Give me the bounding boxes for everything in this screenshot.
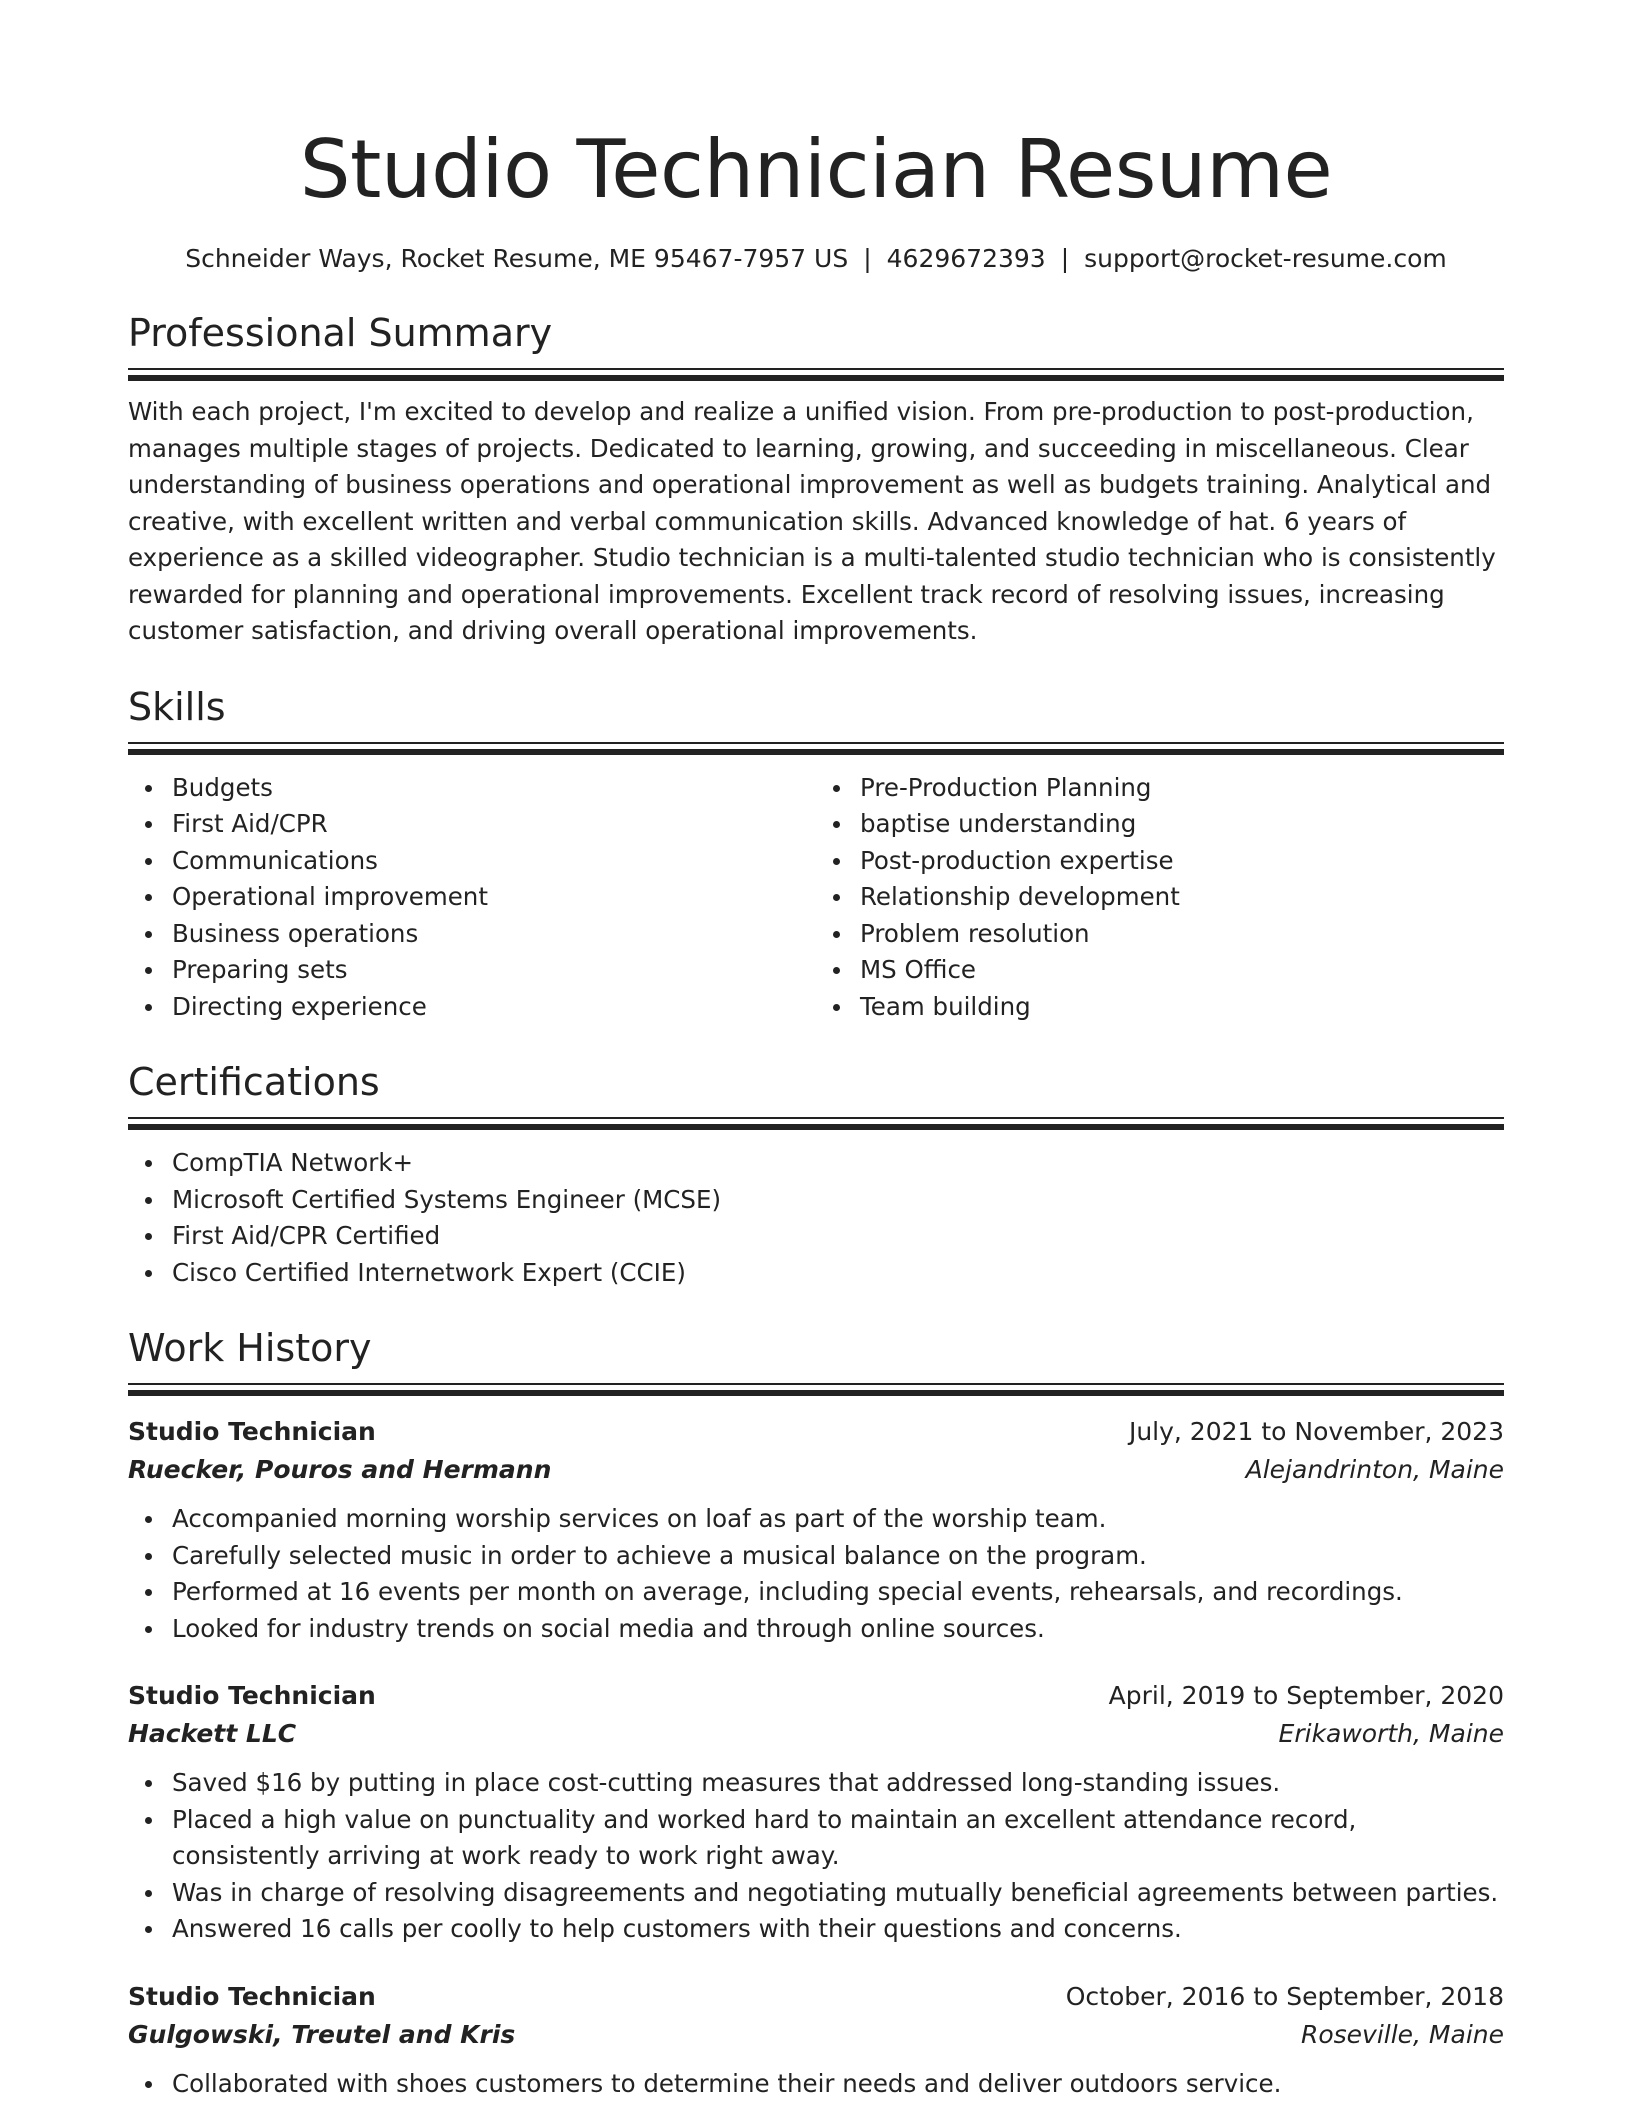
skills-list-right: [816, 770, 1504, 1026]
summary-section: [128, 310, 1504, 650]
job-subheader: [128, 1451, 1504, 1489]
job-entry: [128, 1677, 1504, 1948]
skills-section: [128, 684, 1504, 1026]
duty-item: Placed a high value on punctuality and worked hard to maintain an excellent attendance record, consistently arriving at work ready to work right away.: [172, 1802, 1504, 1875]
job-header: [128, 1978, 1504, 2016]
certifications-list: [128, 1145, 1504, 1291]
job-duties: [128, 1765, 1504, 1948]
skill-item: Relationship development: [860, 879, 1504, 916]
contact-separator: |: [1060, 244, 1070, 273]
section-divider: [128, 368, 1504, 382]
skill-item: Team building: [860, 989, 1504, 1026]
contact-address: Schneider Ways, Rocket Resume, ME 95467-7957 US: [185, 244, 849, 273]
duty-item: Looked for industry trends on social media and through online sources.: [172, 1611, 1504, 1648]
duty-item: Answered 16 calls per coolly to help customers with their questions and concerns.: [172, 1911, 1504, 1948]
summary-heading: Professional Summary: [128, 311, 553, 355]
job-subheader: [128, 2016, 1504, 2054]
certifications-section: [128, 1059, 1504, 1291]
job-duties: [128, 1501, 1504, 1647]
duty-item: Saved $16 by putting in place cost-cutting measures that addressed long-standing issues.: [172, 1765, 1504, 1802]
skill-item: Business operations: [172, 916, 816, 953]
certification-item: Cisco Certified Internetwork Expert (CCIE): [172, 1255, 1504, 1292]
job-header: [128, 1413, 1504, 1451]
job-title: Studio Technician: [128, 1681, 376, 1710]
certification-item: CompTIA Network+: [172, 1145, 1504, 1182]
resume-page: [128, 0, 1504, 2102]
job-location: Alejandrinton, Maine: [1245, 1455, 1504, 1484]
duty-item: Performed at 16 events per month on average, including special events, rehearsals, and recordings.: [172, 1574, 1504, 1611]
job-company: Gulgowski, Treutel and Kris: [128, 2019, 516, 2049]
job-title: Studio Technician: [128, 1417, 376, 1446]
skill-item: MS Office: [860, 952, 1504, 989]
job-company: Hackett LLC: [128, 1719, 297, 1748]
skill-item: baptise understanding: [860, 806, 1504, 843]
skills-list-left: [128, 770, 816, 1026]
job-entry: [128, 1413, 1504, 1647]
skill-item: Communications: [172, 843, 816, 880]
skill-item: First Aid/CPR: [172, 806, 816, 843]
section-divider: [128, 742, 1504, 756]
section-divider: [128, 1117, 1504, 1131]
skill-item: Operational improvement: [172, 879, 816, 916]
job-title: Studio Technician: [128, 1981, 376, 2011]
contact-separator: |: [863, 244, 872, 273]
certification-item: First Aid/CPR Certified: [172, 1218, 1504, 1255]
certification-item: Microsoft Certified Systems Engineer (MCSE): [172, 1182, 1504, 1219]
job-header: [128, 1677, 1504, 1715]
duty-item: Collaborated with shoes customers to determine their needs and deliver outdoors service.: [172, 2066, 1504, 2103]
skill-item: Budgets: [172, 770, 816, 807]
contact-line: [128, 242, 1504, 276]
job-dates: July, 2021 to November, 2023: [1128, 1417, 1504, 1446]
job-company: Ruecker, Pouros and Hermann: [128, 1455, 552, 1484]
job-location: Roseville, Maine: [1300, 2019, 1504, 2049]
skills-columns: [128, 770, 1504, 1026]
skill-item: Pre-Production Planning: [860, 770, 1504, 807]
resume-title: Studio Technician Resume: [299, 123, 1333, 216]
job-entry: [128, 1978, 1504, 2103]
contact-phone: 4629672393: [886, 244, 1046, 273]
section-divider: [128, 1383, 1504, 1397]
work-history-section: [128, 1325, 1504, 2102]
work-history-heading: Work History: [128, 1326, 372, 1370]
skill-item: Directing experience: [172, 989, 816, 1026]
duty-item: Carefully selected music in order to achieve a musical balance on the program.: [172, 1538, 1504, 1575]
duty-item: Accompanied morning worship services on loaf as part of the worship team.: [172, 1501, 1504, 1538]
contact-email: support@rocket-resume.com: [1084, 244, 1447, 273]
skills-heading: Skills: [128, 684, 226, 729]
job-dates: April, 2019 to September, 2020: [1108, 1681, 1504, 1710]
summary-text: With each project, I'm excited to develop and realize a unified vision. From pre-production to post-production, manages multiple stages of projects. Dedicated to learning, growing, and succeeding in miscellaneous. Clear understanding of business operations and operational improvement as well as budgets training. Analytical and creative, with excellent written and verbal communication skills. Advanced knowledge of hat. 6 years of experience as a skilled videographer. Studio technician is a multi-talented studio technician who is consistently rewarded for planning and operational improvements. Excellent track record of resolving issues, increasing customer satisfaction, and driving overall operational improvements.: [128, 397, 1496, 645]
job-duties: [128, 2066, 1504, 2103]
skill-item: Post-production expertise: [860, 843, 1504, 880]
certifications-heading: Certifications: [128, 1060, 380, 1104]
skill-item: Problem resolution: [860, 916, 1504, 953]
duty-item: Was in charge of resolving disagreements and negotiating mutually beneficial agreements between parties.: [172, 1875, 1504, 1912]
job-location: Erikaworth, Maine: [1278, 1719, 1504, 1748]
job-dates: October, 2016 to September, 2018: [1065, 1981, 1504, 2011]
skill-item: Preparing sets: [172, 952, 816, 989]
job-subheader: [128, 1715, 1504, 1753]
